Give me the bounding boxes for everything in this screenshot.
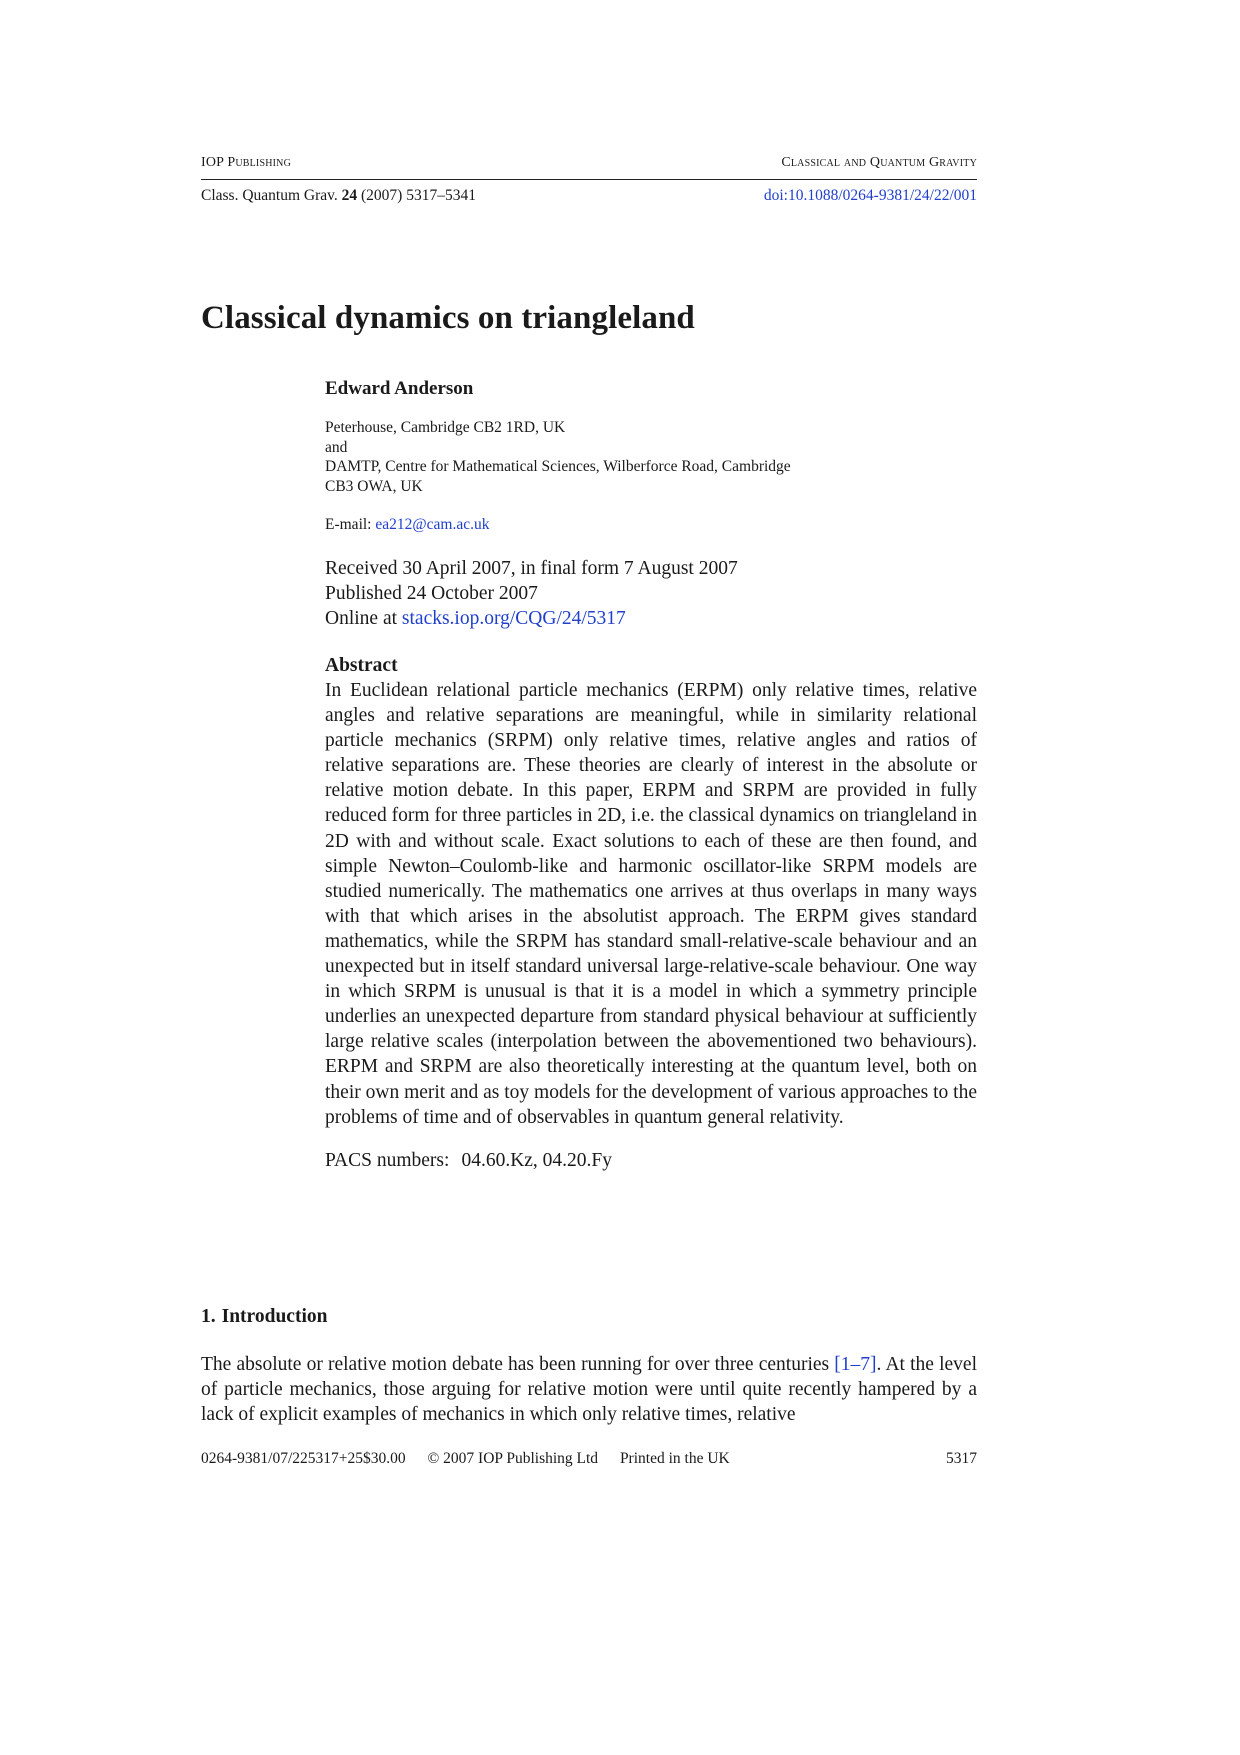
author-name: Edward Anderson <box>325 378 474 399</box>
journal-name: Classical and Quantum Gravity <box>781 155 977 170</box>
affiliation-line: CB3 OWA, UK <box>325 477 423 495</box>
paper-title: Classical dynamics on triangleland <box>201 300 695 336</box>
citation-journal: Class. Quantum Grav. <box>201 187 338 204</box>
section-heading <box>201 1306 327 1328</box>
published-date: Published 24 October 2007 <box>325 583 538 604</box>
affiliation-line: and <box>325 438 348 456</box>
running-head <box>201 155 977 171</box>
pacs-label: PACS numbers: <box>325 1149 450 1171</box>
page-number: 5317 <box>946 1450 977 1467</box>
intro-text: The absolute or relative motion debate has been running for over three centuries <box>201 1354 830 1375</box>
pacs-numbers <box>325 1150 977 1172</box>
page-footer <box>201 1450 977 1468</box>
citation <box>201 187 476 205</box>
section-number: 1. <box>201 1306 216 1327</box>
abstract-heading: Abstract <box>325 655 398 676</box>
received-date: Received 30 April 2007, in final form 7 August 2007 <box>325 558 738 579</box>
citation-line <box>201 187 977 205</box>
footer-printed: Printed in the UK <box>619 1450 730 1467</box>
affiliation-line: DAMTP, Centre for Mathematical Sciences, Wilberforce Road, Cambridge <box>325 458 791 475</box>
section-title: Introduction <box>221 1306 328 1327</box>
online-url-link[interactable]: stacks.iop.org/CQG/24/5317 <box>401 608 626 629</box>
citation-pages: (2007) 5317–5341 <box>361 187 476 204</box>
email-link[interactable]: ea212@cam.ac.uk <box>375 516 490 533</box>
pacs-values: 04.60.Kz, 04.20.Fy <box>461 1149 613 1171</box>
header-divider <box>201 179 977 180</box>
citation-volume: 24 <box>341 187 358 204</box>
affiliation <box>325 418 977 496</box>
doi-link[interactable]: doi:10.1088/0264-9381/24/22/001 <box>763 187 977 204</box>
publisher-name: IOP Publishing <box>201 155 292 170</box>
publication-dates <box>325 556 977 631</box>
email-line <box>325 516 977 534</box>
abstract-text: In Euclidean relational particle mechanics (ERPM) only relative times, relative angles and relative separations are meaningful, while in similarity relational particle mechanics (SRPM) only relative times, relative angles and ratios of relative separations are. These theories are clearly of interest in the absolute or relative motion debate. In this paper, ERPM and SRPM are provided in fully reduced form for three particles in 2D, i.e. the classical dynamics on triangleland in 2D with and without scale. Exact solutions to each of these are then found, and simple Newton–Coulomb-like and harmonic oscillator-like SRPM models are studied numerically. The mathematics one arrives at thus overlaps in many ways with that which arises in the absolutist approach. The ERPM gives standard mathematics, while the SRPM has standard small-relative-scale behaviour and an unexpected but in itself standard universal large-relative-scale behaviour. One way in which SRPM is unusual is that it is a model in which a symmetry principle underlies an unexpected departure from standard physical behaviour at sufficiently large relative scales (interpolation between the abovementioned two behaviours). ERPM and SRPM are also theoretically interesting at the quantum level, both on their own merit and as toy models for the development of various approaches to the problems of time and of observables in quantum general relativity. <box>325 680 977 1128</box>
footer-copyright: © 2007 IOP Publishing Ltd <box>427 1450 599 1467</box>
intro-text-continued: . At the level of particle mechanics, those arguing for relative motion were until quite recently hampered by a lack of explicit examples of mechanics in which only relative times, relative <box>201 1354 977 1425</box>
email-label: E-mail: <box>325 516 372 533</box>
reference-link[interactable]: [1–7] <box>834 1354 877 1375</box>
intro-paragraph <box>201 1352 977 1427</box>
front-matter <box>325 378 977 1172</box>
footer-code: 0264-9381/07/225317+25$30.00 <box>201 1450 406 1467</box>
affiliation-line: Peterhouse, Cambridge CB2 1RD, UK <box>325 419 566 436</box>
footer-info <box>201 1450 748 1468</box>
online-label: Online at <box>325 608 398 629</box>
